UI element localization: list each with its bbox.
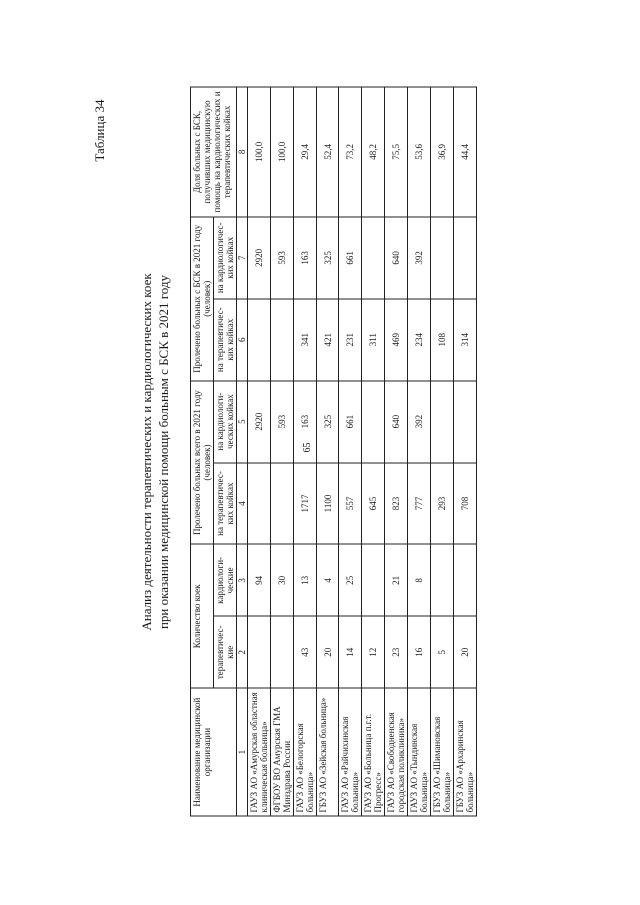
table-cell: 311 — [362, 299, 385, 381]
table-cell: 53,6 — [408, 87, 431, 217]
header-share: Доля больных с БСК, получивших медицинскую помощь на кардиологических и терапевтических койках — [191, 87, 237, 217]
header-beds-ther: терапевтичес-кие — [214, 616, 237, 688]
table-cell: 314 — [454, 299, 477, 381]
table-cell: 16 — [408, 616, 431, 688]
table-cell: 163 — [294, 381, 317, 463]
table-cell: 25 — [339, 544, 362, 616]
table-cell: 661 — [339, 217, 362, 299]
table-cell: 421 — [317, 299, 339, 381]
table-cell: 48,2 — [362, 87, 385, 217]
header-beds: Количество коек — [191, 544, 214, 688]
table-cell: 4 — [317, 544, 339, 616]
table-row — [408, 87, 431, 816]
table-row — [294, 87, 317, 816]
table-title-line-2: при оказании медицинской помощи больным с БСК в 2021 году — [156, 274, 171, 630]
organization-name: ГАУЗ АО «Тындинская больница» — [408, 688, 431, 816]
table-cell: 5 — [431, 616, 454, 688]
table-cell: 469 — [385, 299, 408, 381]
table-cell — [248, 463, 271, 545]
column-number-row — [237, 87, 248, 816]
page-number: 65 — [302, 442, 313, 453]
column-number: 5 — [237, 381, 248, 463]
table-cell: 557 — [339, 463, 362, 545]
table-cell: 341 — [294, 299, 317, 381]
column-number: 6 — [237, 299, 248, 381]
table-cell: 640 — [385, 217, 408, 299]
table-cell: 231 — [339, 299, 362, 381]
table-cell: 20 — [317, 616, 339, 688]
table-cell — [362, 544, 385, 616]
header-treated-ther: на терапевтичес-ких койках — [214, 463, 237, 545]
table-cell: 8 — [408, 544, 431, 616]
table-cell — [454, 217, 477, 299]
column-number: 8 — [237, 87, 248, 217]
table-cell: 20 — [454, 616, 477, 688]
organization-name: ГБУЗ АО «Зейская больница» — [317, 688, 339, 816]
table-row — [385, 87, 408, 816]
table-cell: 777 — [408, 463, 431, 545]
table-cell: 29,4 — [294, 87, 317, 217]
table-cell: 13 — [294, 544, 317, 616]
table-body — [237, 87, 477, 816]
table-row — [339, 87, 362, 816]
column-number: 3 — [237, 544, 248, 616]
table-cell: 325 — [317, 381, 339, 463]
beds-analysis-table — [190, 87, 477, 817]
column-number: 1 — [237, 688, 248, 816]
organization-name: ГАУЗ АО «Свободненская городская поликлиника» — [385, 688, 408, 816]
header-beds-card: кардиологи-ческие — [214, 544, 237, 616]
header-treated-total: Пролечено больных всего в 2021 году (человек) — [191, 381, 214, 545]
table-row — [431, 87, 454, 816]
table-cell — [362, 217, 385, 299]
table-cell: 43 — [294, 616, 317, 688]
table-row — [248, 87, 271, 816]
table-cell: 708 — [454, 463, 477, 545]
table-cell — [454, 544, 477, 616]
table-cell: 21 — [385, 544, 408, 616]
table-title-line-1: Анализ деятельности терапевтических и кардиологических коек — [139, 273, 154, 631]
table-cell: 325 — [317, 217, 339, 299]
table-cell: 593 — [271, 217, 294, 299]
table-label: Таблица 34 — [92, 99, 107, 162]
organization-name: ГАУЗ АО «Райчихинская больница» — [339, 688, 362, 816]
table-cell — [271, 299, 294, 381]
organization-name: ГАУЗ АО «Белогорская больница» — [294, 688, 317, 816]
table-cell: 645 — [362, 463, 385, 545]
table-cell: 392 — [408, 217, 431, 299]
table-cell: 2920 — [248, 217, 271, 299]
table-cell: 392 — [408, 381, 431, 463]
table-cell: 108 — [431, 299, 454, 381]
table-cell: 36,9 — [431, 87, 454, 217]
table-cell: 75,5 — [385, 87, 408, 217]
header-name: Наименование медицинской организации — [191, 688, 237, 816]
table-cell: 163 — [294, 217, 317, 299]
organization-name: ГБУЗ АО «Архаринская больница» — [454, 688, 477, 816]
table-cell: 12 — [362, 616, 385, 688]
table-cell — [362, 381, 385, 463]
table-cell: 1717 — [294, 463, 317, 545]
table-cell: 640 — [385, 381, 408, 463]
table-cell: 2920 — [248, 381, 271, 463]
table-cell: 23 — [385, 616, 408, 688]
organization-name: ГАУЗ АО «Больница п.г.т. Прогресс» — [362, 688, 385, 816]
table-cell — [454, 381, 477, 463]
table-cell: 30 — [271, 544, 294, 616]
table-cell: 100,0 — [271, 87, 294, 217]
table-cell — [431, 544, 454, 616]
table-cell: 593 — [271, 381, 294, 463]
table-cell: 94 — [248, 544, 271, 616]
table-cell — [431, 217, 454, 299]
table-cell: 44,4 — [454, 87, 477, 217]
table-cell: 73,2 — [339, 87, 362, 217]
header-bsk-card: на кардиологичес-ких койках — [214, 217, 237, 299]
table-cell: 823 — [385, 463, 408, 545]
table-cell: 661 — [339, 381, 362, 463]
header-treated-bsk: Пролечено больных с БСК в 2021 году (человек) — [191, 217, 214, 381]
table-row — [271, 87, 294, 816]
header-bsk-ther: на терапевтичес-ких койках — [214, 299, 237, 381]
table-cell: 52,4 — [317, 87, 339, 217]
organization-name: ГБУЗ АО «Шимановская больница» — [431, 688, 454, 816]
table-cell — [248, 299, 271, 381]
column-number: 7 — [237, 217, 248, 299]
column-number: 2 — [237, 616, 248, 688]
column-number: 4 — [237, 463, 248, 545]
table-cell: 234 — [408, 299, 431, 381]
table-cell — [271, 463, 294, 545]
organization-name: ГАУЗ АО «Амурская областная клиническая больница» — [248, 688, 271, 816]
header-treated-card: на кардиологи-ческих койках — [214, 381, 237, 463]
table-row — [362, 87, 385, 816]
organization-name: ФГБОУ ВО Амурская ГМА Минздрава России — [271, 688, 294, 816]
table-cell: 14 — [339, 616, 362, 688]
table-cell — [431, 381, 454, 463]
table-cell: 1100 — [317, 463, 339, 545]
table-row — [317, 87, 339, 816]
table-cell — [248, 616, 271, 688]
table-row — [454, 87, 477, 816]
table-cell — [271, 616, 294, 688]
table-cell: 100,0 — [248, 87, 271, 217]
table-cell: 293 — [431, 463, 454, 545]
header-row-1 — [191, 87, 214, 816]
